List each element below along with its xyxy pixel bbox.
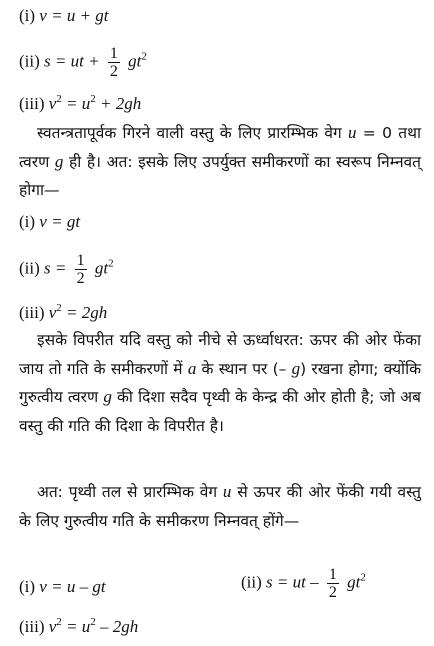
equation-upward-velocity: (i) v = u – gt [19,577,106,596]
paragraph-upward-equations-intro: अत: पृथ्वी तल से प्रारम्भिक वेग u से ऊपर की ओर फेंकी गयी वस्तु के लिए गुरुत्वीय गति के समीकरण निम्नवत् होंगे— [19,482,421,530]
paragraph-upward-throw: इसके विपरीत यदि वस्तु को नीचे से ऊर्ध्वाधरत: ऊपर की ओर फेंका जाय तो गति के समीकरणों में a के स्थान पर (– g) रखना होगा; क्योंकि गुरुत्वीय त्वरण g की दिशा सदैव पृथ्वी के केन्द्र की ओर होती है; जो अब वस्तु की गति की दिशा के विपरीत है। [19,331,421,435]
equation-second-motion: (ii) s = ut + $\frac{1}{2}$ $gt^2$ [19,45,147,80]
equation-first-motion: (i) v = u + gt [19,6,109,25]
equation-upward-displacement: (ii) s = ut – $\frac{1}{2}$ $gt^2$ [241,566,366,601]
fraction-half: $\frac{1}{2}$ [109,45,118,80]
equation-free-fall-displacement: (ii) s = $\frac{1}{2}$ $gt^2$ [19,252,114,287]
equation-free-fall-velocity: (i) v = gt [19,212,81,231]
equation-third-motion: (iii) $v^2 = u^2 + 2gh$ [19,93,142,113]
fraction-half: $\frac{1}{2}$ [76,252,85,287]
fraction-half: $\frac{1}{2}$ [328,566,337,601]
equation-expression: v = u + gt [39,6,109,25]
paragraph-free-fall: स्वतन्त्रतापूर्वक गिरने वाली वस्तु के लिए प्रारम्भिक वेग u = 0 तथा त्वरण g ही है। अत: इसके लिए उपर्युक्त समीकरणों का स्वरूप निम्नवत् होगा— [19,123,421,199]
equation-free-fall-velocity-squared: (iii) $v^2 = 2gh$ [19,302,108,322]
equation-upward-velocity-squared: (iii) $v^2 = u^2 - 2gh$ [19,616,139,636]
